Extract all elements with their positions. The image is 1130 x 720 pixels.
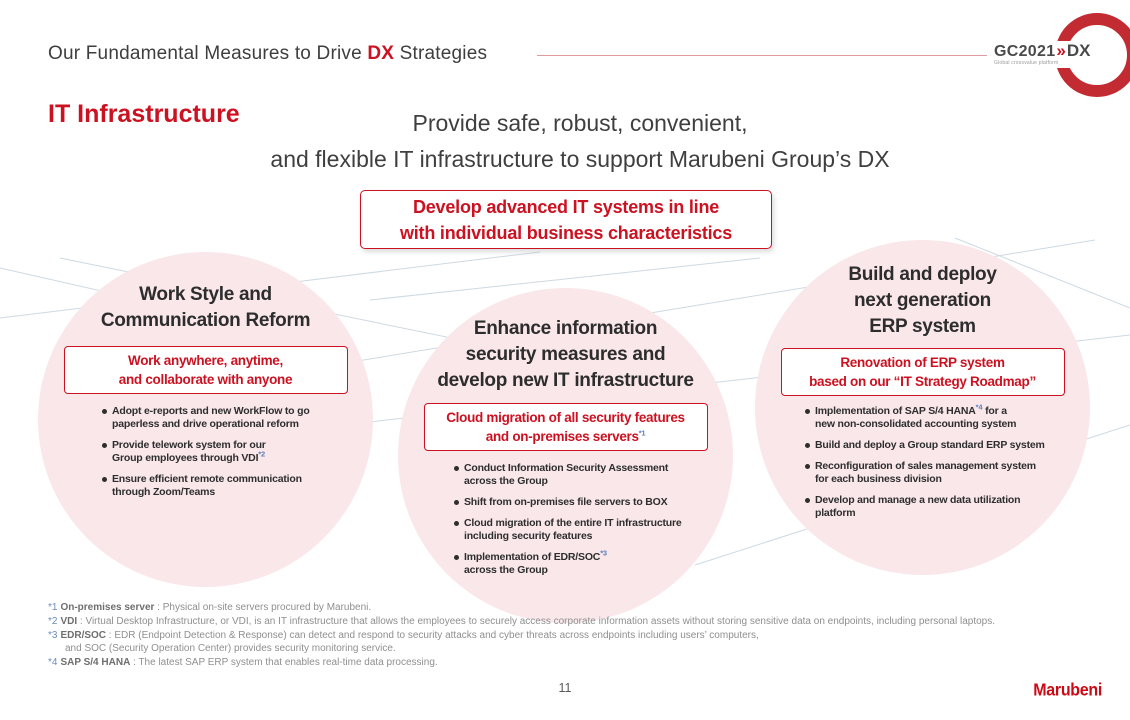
- list-item: [805, 460, 1077, 486]
- footnote-term: On-premises server: [60, 602, 155, 613]
- bullet-dot: [805, 409, 810, 414]
- erp-circle-title: [848, 262, 996, 340]
- footnote-marker: *2: [48, 615, 58, 627]
- logo-dx-text: DX: [1066, 41, 1091, 60]
- footnote-term: EDR/SOC: [60, 629, 107, 641]
- list-item: [102, 439, 374, 465]
- bullet-text: across the Group: [464, 475, 548, 487]
- box-line: Work anywhere, anytime,: [128, 353, 283, 368]
- footnote-term: VDI: [60, 615, 78, 627]
- lead-line2: and flexible IT infrastructure to support Marubeni Group’s DX: [270, 146, 890, 172]
- footnote-4: [48, 656, 1128, 670]
- logo-tagline: Global crossvalue platform: [994, 60, 1059, 66]
- lead-text: [170, 105, 990, 177]
- box-line: Cloud migration of all security features: [446, 410, 685, 425]
- box-line: Renovation of ERP system: [840, 355, 1005, 370]
- footnote-1: [48, 601, 1128, 615]
- title-rule: [537, 55, 987, 56]
- page-title-accent: DX: [367, 43, 395, 64]
- footnote-marker: *1: [48, 602, 58, 613]
- bullet-dot: [454, 466, 459, 471]
- list-item: [102, 473, 374, 499]
- bullet-text: including security features: [464, 530, 593, 542]
- bullet-text: platform: [815, 507, 856, 519]
- workstyle-circle: [38, 252, 373, 587]
- section-label: IT Infrastructure: [48, 100, 240, 128]
- bullet-dot: [454, 521, 459, 526]
- bullet-text: Adopt e-reports and new WorkFlow to go: [112, 405, 310, 417]
- list-item: [805, 439, 1077, 452]
- erp-bullet-list: [805, 402, 1077, 528]
- footnote-term: SAP S/4 HANA: [60, 657, 131, 669]
- list-item: [805, 494, 1077, 520]
- page-number: 11: [558, 681, 572, 695]
- workstyle-highlight-box: [64, 346, 348, 394]
- bullet-text: Implementation of EDR/SOC: [464, 551, 601, 563]
- bullet-text: Ensure efficient remote communication: [112, 473, 302, 485]
- title-line: Build and deploy: [848, 264, 997, 285]
- bullet-text: Conduct Information Security Assessment: [464, 462, 669, 474]
- bullet-text: Group employees through VDI: [112, 452, 259, 464]
- highlight-line2: with individual business characteristics: [399, 222, 733, 243]
- title-line: ERP system: [869, 316, 976, 337]
- logo-gc2021-text: GC2021: [994, 43, 1056, 60]
- list-item: [454, 496, 726, 509]
- bullet-text: Develop and manage a new data utilization: [815, 494, 1021, 506]
- list-item: [454, 462, 726, 488]
- security-circle: [398, 288, 733, 623]
- bullet-text: paperless and drive operational reform: [112, 418, 299, 430]
- bullet-text: Cloud migration of the entire IT infrastructure: [464, 517, 682, 529]
- footnote-ref: *3: [600, 548, 607, 558]
- footnote-2: [48, 615, 1128, 629]
- bullet-dot: [102, 443, 107, 448]
- list-item: [454, 517, 726, 543]
- highlight-line1: Develop advanced IT systems in line: [412, 196, 720, 217]
- title-line: next generation: [854, 290, 991, 311]
- footnote-marker: *3: [48, 629, 58, 641]
- title-line: Enhance information: [473, 318, 658, 339]
- erp-circle: [755, 240, 1090, 575]
- footnote-3-continued: [48, 642, 1128, 656]
- list-item: [454, 548, 726, 577]
- bullet-text: for each business division: [815, 473, 942, 485]
- security-bullet-list: [454, 462, 726, 585]
- bullet-text: for a: [982, 405, 1007, 417]
- bullet-dot: [454, 555, 459, 560]
- logo-chevrons-icon: »: [1056, 41, 1066, 60]
- security-highlight-box: [424, 403, 708, 451]
- page-title: [48, 43, 487, 65]
- bullet-text: Shift from on-premises file servers to BOX: [464, 496, 668, 508]
- title-line: develop new IT infrastructure: [437, 370, 694, 391]
- bullet-text: across the Group: [464, 564, 548, 576]
- box-line: and on-premises servers: [485, 429, 639, 444]
- footnote-ref: *1: [638, 428, 646, 438]
- footnote-text: : EDR (Endpoint Detection & Response) can detect and respond to security attacks and cyber threats across endpoints including users’ computers,: [106, 629, 759, 641]
- footnote-text: and SOC (Security Operation Center) provides security monitoring service.: [65, 643, 396, 655]
- bullet-dot: [805, 464, 810, 469]
- gc2021-dx-logo: [991, 41, 1094, 68]
- box-line: based on our “IT Strategy Roadmap”: [809, 374, 1036, 389]
- footnote-text: : Physical on-site servers procured by Marubeni.: [154, 602, 372, 613]
- bullet-dot: [102, 477, 107, 482]
- security-circle-title: [437, 316, 693, 394]
- workstyle-circle-title: [101, 282, 310, 334]
- workstyle-bullet-list: [102, 405, 374, 507]
- bullet-text: new non-consolidated accounting system: [815, 418, 1017, 430]
- lead-line1: Provide safe, robust, convenient,: [412, 110, 748, 136]
- footnote-marker: *4: [48, 657, 58, 669]
- bullet-text: Build and deploy a Group standard ERP system: [815, 439, 1045, 451]
- marubeni-logo: Marubeni: [1033, 681, 1102, 700]
- bullet-text: Provide telework system for our: [112, 439, 266, 451]
- bullet-dot: [805, 443, 810, 448]
- page-title-prefix: Our Fundamental Measures to Drive: [48, 43, 368, 64]
- title-line: security measures and: [465, 344, 666, 365]
- title-line: Communication Reform: [100, 310, 311, 331]
- footnote-ref: *2: [258, 449, 265, 459]
- footnote-ref: *4: [975, 402, 983, 412]
- list-item: [805, 402, 1077, 431]
- page-title-suffix: Strategies: [394, 43, 488, 64]
- footnote-text: : The latest SAP ERP system that enables real-time data processing.: [130, 657, 438, 669]
- footnotes: [48, 601, 1128, 670]
- title-line: Work Style and: [139, 284, 272, 305]
- footnote-text: : Virtual Desktop Infrastructure, or VDI, is an IT infrastructure that allows the employees to securely access corporate information assets without storing sensitive data on endpoints, including personal laptops.: [77, 615, 995, 627]
- highlight-box: [360, 190, 772, 249]
- bullet-text: Implementation of SAP S/4 HANA: [815, 405, 976, 417]
- list-item: [102, 405, 374, 431]
- box-line: and collaborate with anyone: [118, 372, 293, 387]
- bullet-dot: [805, 498, 810, 503]
- bullet-dot: [102, 409, 107, 414]
- bullet-dot: [454, 500, 459, 505]
- bullet-text: Reconfiguration of sales management system: [815, 460, 1036, 472]
- bullet-text: through Zoom/Teams: [112, 486, 215, 498]
- footnote-3: [48, 629, 1128, 643]
- erp-highlight-box: [781, 348, 1065, 396]
